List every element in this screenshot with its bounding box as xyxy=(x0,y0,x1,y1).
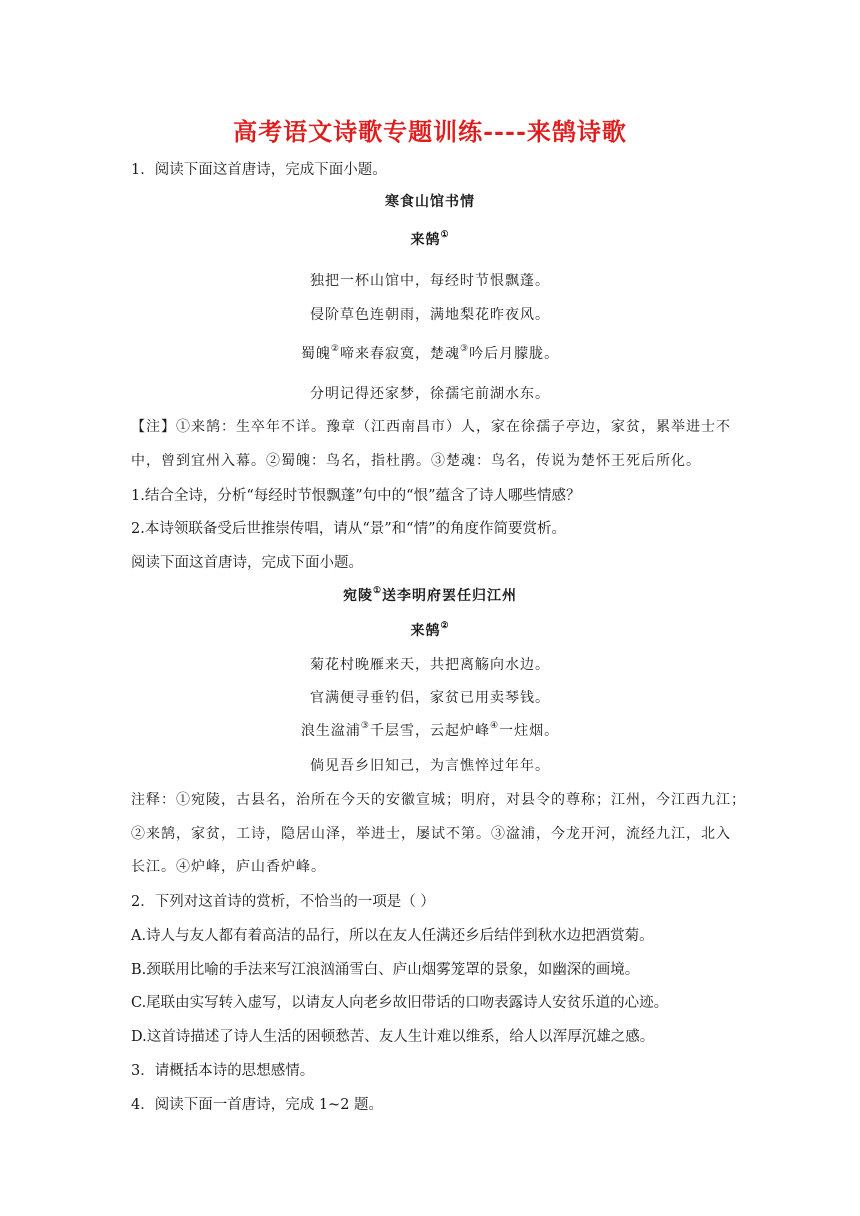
poem1-line-1: 独把一杯山馆中，每经时节恨飘蓬。 xyxy=(310,273,550,289)
poem2-line-1: 菊花村晚雁来天，共把离觞向水边。 xyxy=(310,657,550,673)
poem2-line-4: 倘见吾乡旧知己，为言憔悴过年年。 xyxy=(310,758,550,774)
poem1-line-3-part-a: 蜀魄 xyxy=(300,346,331,362)
poem2-author-footnote-mark: ② xyxy=(440,621,450,631)
poem1-note-line-2: 中，曾到宜州入幕。②蜀魄：鸟名，指杜鹃。③楚魂：鸟名，传说为楚怀王死后所化。 xyxy=(131,453,701,469)
q2-question: 2．下列对这首诗的赏析，不恰当的一项是（ ） xyxy=(131,894,435,910)
poem1-author-name: 来鹄 xyxy=(410,232,441,248)
footnote-mark-3: ③ xyxy=(360,721,370,731)
poem2-title-footnote-mark: ① xyxy=(372,586,383,596)
poem2-note-line-1: 注释：①宛陵，古县名，治所在今天的安徽宣城；明府，对县令的尊称；江州，今江西九江； xyxy=(131,792,746,808)
poem2-title-part-a: 宛陵 xyxy=(342,588,373,604)
q2-option-d: D.这首诗描述了诗人生活的困顿愁苦、友人生计难以维系，给人以浑厚沉雄之感。 xyxy=(131,1029,655,1045)
poem1-note-line-1: 【注】①来鹄：生卒年不详。豫章（江西南昌市）人，家在徐孺子亭边，家贫，累举进士不 xyxy=(131,419,731,435)
q2-option-a: A.诗人与友人都有着高洁的品行，所以在友人任满还乡后结伴到秋水边把酒赏菊。 xyxy=(131,928,654,944)
q3-question: 3．请概括本诗的思想感情。 xyxy=(131,1063,315,1079)
poem2-line-3 xyxy=(0,720,860,740)
q4-intro: 4．阅读下面一首唐诗，完成 1~2 题。 xyxy=(131,1097,384,1113)
poem2-line-2: 官满便寻垂钓侣，家贫已用卖琴钱。 xyxy=(310,690,550,706)
poem2-line-3-part-a: 浪生湓浦 xyxy=(300,723,361,739)
poem2-line-3-part-b: 千层雪，云起炉峰 xyxy=(370,723,490,739)
poem2-author-name: 来鹄 xyxy=(410,623,441,639)
q1-subquestion-2: 2.本诗领联备受后世推崇传唱，请从“景”和“情”的角度作简要赏析。 xyxy=(131,521,566,537)
poem1-title: 寒食山馆书情 xyxy=(385,194,475,210)
q1-subquestion-1: 1.结合全诗，分析“每经时节恨飘蓬”句中的“恨”蕴含了诗人哪些情感？ xyxy=(131,488,581,504)
poem2-note-line-2: ②来鹄，家贫，工诗，隐居山泽，举进士，屡试不第。③湓浦，今龙开河，流经九江，北入 xyxy=(131,826,731,842)
poem2-author xyxy=(0,620,860,640)
page-title: 高考语文诗歌专题训练----来鹄诗歌 xyxy=(233,117,627,146)
poem1-line-4: 分明记得还家梦，徐孺宅前湖水东。 xyxy=(310,386,550,402)
footnote-mark-4: ④ xyxy=(490,721,500,731)
poem1-line-3 xyxy=(0,343,860,363)
poem2-note-line-3: 长江。④炉峰，庐山香炉峰。 xyxy=(131,859,326,875)
poem1-line-3-part-b: 啼来春寂寞，楚魂 xyxy=(340,346,460,362)
footnote-mark-3: ③ xyxy=(460,344,470,354)
poem1-line-3-part-c: 吟后月朦胧。 xyxy=(469,346,560,362)
q2-option-c: C.尾联由实写转入虚写，以请友人向老乡故旧带话的口吻表露诗人安贫乐道的心迹。 xyxy=(131,995,669,1011)
poem2-title xyxy=(0,585,860,605)
footnote-mark-2: ② xyxy=(330,344,340,354)
q2-intro: 阅读下面这首唐诗，完成下面小题。 xyxy=(131,555,363,571)
q1-intro: 1．阅读下面这首唐诗，完成下面小题。 xyxy=(131,162,387,178)
q2-option-b: B.颈联用比喻的手法来写江浪汹涌雪白、庐山烟雾笼罩的景象，如幽深的画境。 xyxy=(131,962,640,978)
poem1-author xyxy=(0,229,860,249)
poem1-line-2: 侵阶草色连朝雨，满地梨花昨夜风。 xyxy=(310,307,550,323)
poem2-line-3-part-c: 一炷烟。 xyxy=(499,723,560,739)
poem2-title-part-b: 送李明府罢任归江州 xyxy=(382,588,518,604)
poem1-author-footnote-mark: ① xyxy=(440,230,450,240)
